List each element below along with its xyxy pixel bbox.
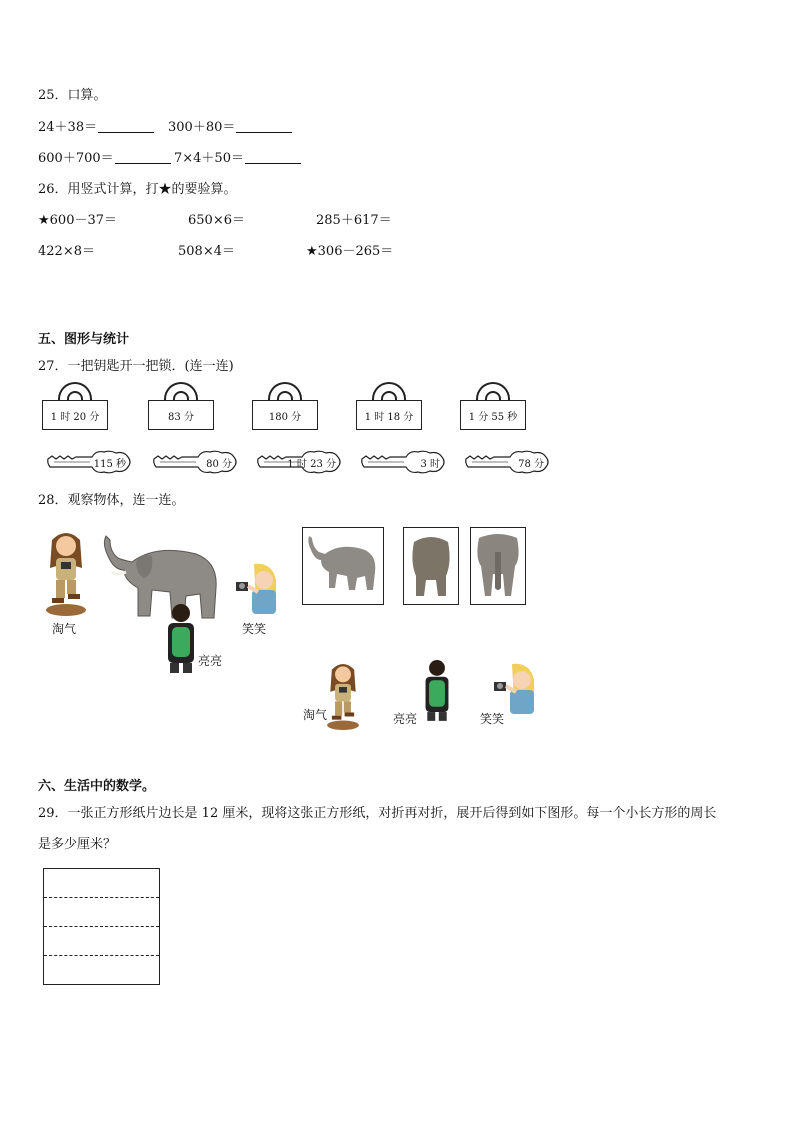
name-label-taoqi: 淘气	[52, 622, 77, 636]
q29-text: 是多少厘米？	[38, 837, 117, 852]
q27-title: 27．一把钥匙开一把锁．(连一连)	[38, 359, 234, 374]
q29-text: 29．一张正方形纸片边长是 12 厘米，现将这张正方形纸，对折再对折，展开后得到如下图形。每一个小长方形的周长	[38, 806, 717, 821]
elephant-side-view-icon	[303, 528, 383, 604]
answer-blank[interactable]	[236, 120, 292, 133]
name-label-liangliang: 亮亮	[198, 654, 223, 668]
q25-item: 600＋700＝	[38, 147, 171, 166]
q25-item: 24＋38＝	[38, 116, 154, 135]
lock-label: 1 时 20 分	[42, 400, 108, 430]
q25-title: 25．口算。	[38, 88, 107, 103]
key-label: 78 分	[518, 459, 544, 470]
key[interactable]	[256, 450, 342, 474]
q26-item: 508×4＝	[178, 244, 235, 259]
section-title: 五、图形与统计	[38, 332, 130, 347]
fold-line	[44, 897, 159, 898]
girl-photographer-illustration	[38, 528, 94, 616]
name-label-xiaoxiao: 笑笑	[242, 622, 267, 636]
lock[interactable]	[252, 382, 318, 430]
view-frame-front[interactable]	[470, 527, 526, 605]
view-frame-back[interactable]	[403, 527, 459, 605]
q26-item: ★600－37＝	[38, 213, 118, 228]
name-label-liangliang: 亮亮	[393, 712, 418, 726]
answer-blank[interactable]	[245, 151, 301, 164]
folded-square-figure	[43, 868, 160, 985]
key-label: 115 秒	[93, 459, 126, 470]
key-label: 80 分	[206, 459, 232, 470]
elephant-back-view-icon	[404, 528, 458, 604]
answer-blank[interactable]	[115, 151, 171, 164]
key-label: 1 时 23 分	[287, 459, 336, 470]
lock[interactable]	[356, 382, 422, 430]
q26-item: 650×6＝	[188, 213, 245, 228]
q26-item: 285＋617＝	[316, 213, 392, 228]
lock-label: 1 时 18 分	[356, 400, 422, 430]
elephant-illustration	[96, 532, 224, 622]
lock-label: 83 分	[148, 400, 214, 430]
q25-item: 7×4＋50＝	[174, 147, 301, 166]
section-title: 六、生活中的数学。	[38, 779, 156, 794]
key[interactable]	[152, 450, 238, 474]
q26-item: ★306－265＝	[306, 244, 394, 259]
boy-backpack-illustration	[422, 656, 452, 724]
key[interactable]	[360, 450, 446, 474]
key[interactable]	[464, 450, 550, 474]
fold-line	[44, 926, 159, 927]
blonde-girl-camera-illustration	[490, 662, 538, 716]
key[interactable]	[46, 450, 132, 474]
q25-item: 300＋80＝	[168, 116, 292, 135]
q28-title: 28．观察物体，连一连。	[38, 493, 185, 508]
name-label-xiaoxiao: 笑笑	[480, 712, 505, 726]
fold-line	[44, 955, 159, 956]
key-label: 3 时	[420, 459, 440, 470]
blonde-girl-camera-illustration	[232, 562, 280, 616]
boy-backpack-illustration	[164, 603, 198, 673]
view-frame-side[interactable]	[302, 527, 384, 605]
elephant-front-view-icon	[471, 528, 525, 604]
lock-label: 1 分 55 秒	[460, 400, 526, 430]
answer-blank[interactable]	[98, 120, 154, 133]
lock[interactable]	[42, 382, 108, 430]
lock[interactable]	[460, 382, 526, 430]
q26-title: 26．用竖式计算，打★的要验算。	[38, 182, 237, 197]
lock-label: 180 分	[252, 400, 318, 430]
lock[interactable]	[148, 382, 214, 430]
name-label-taoqi: 淘气	[303, 708, 328, 722]
q26-item: 422×8＝	[38, 244, 95, 259]
